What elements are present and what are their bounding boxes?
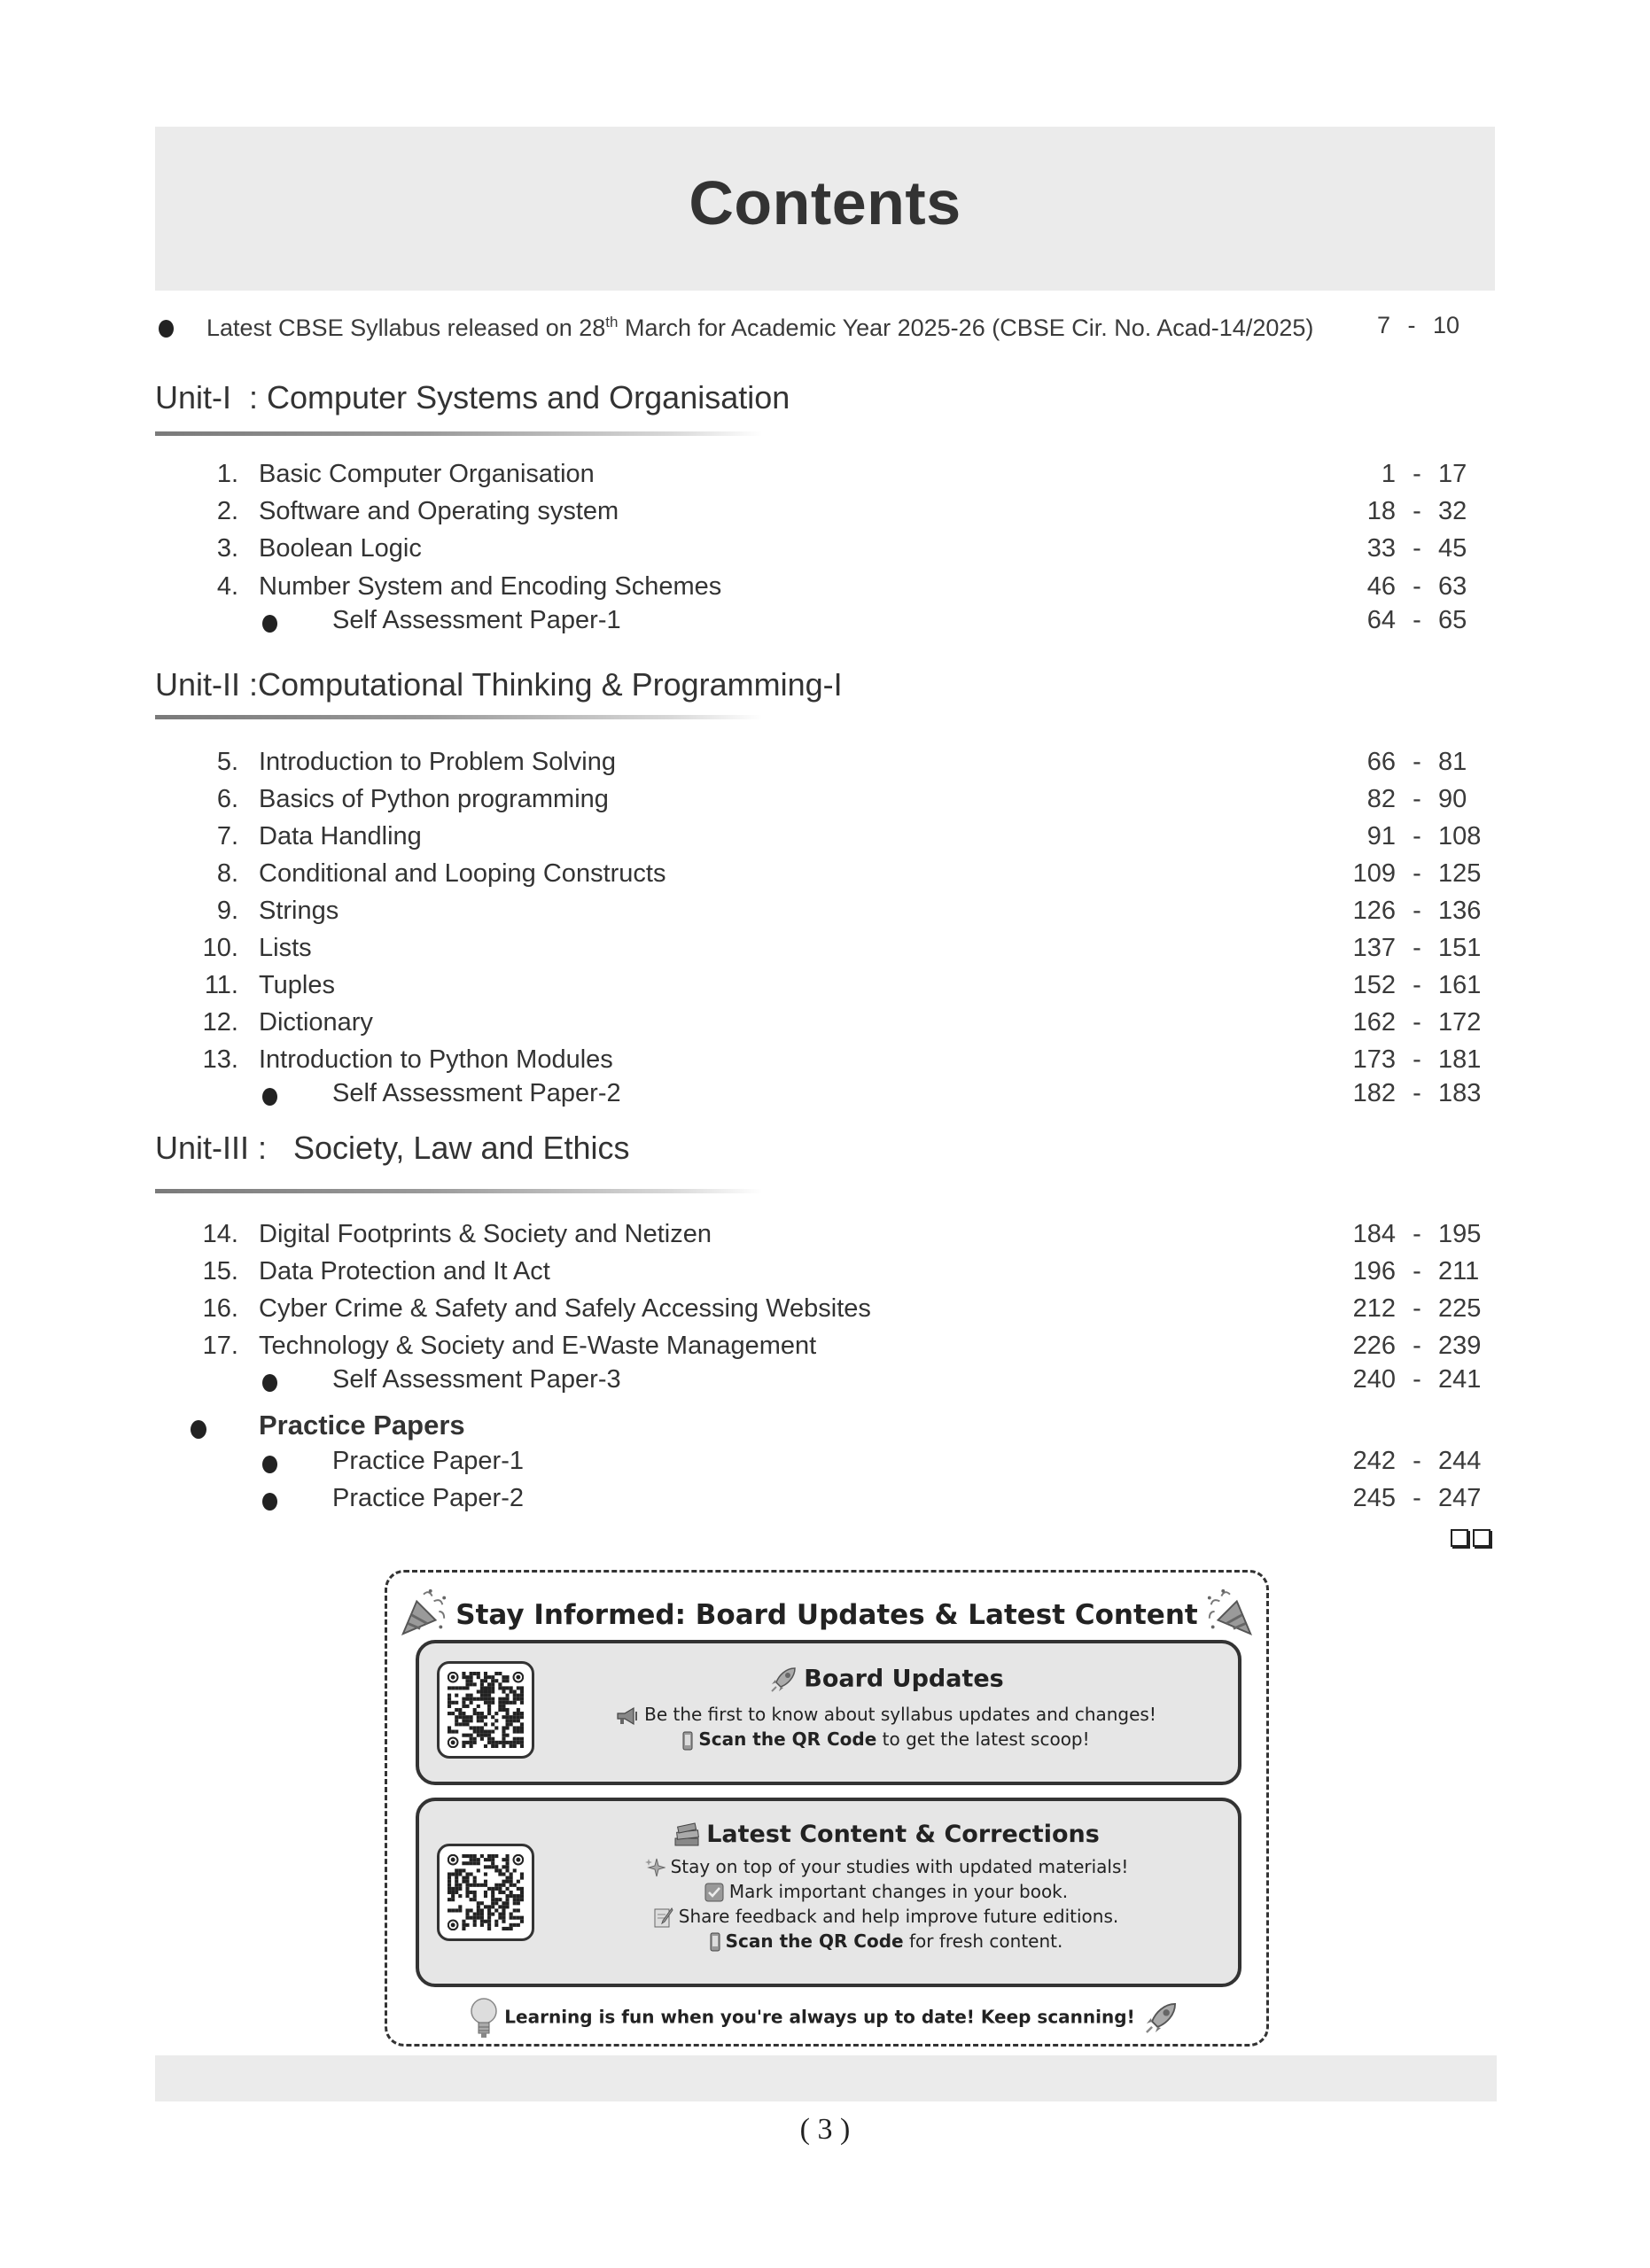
page-range: 91 - 108 xyxy=(1366,822,1482,850)
chapter-row[interactable] xyxy=(155,822,1495,858)
unit-heading[interactable]: Unit-I : Computer Systems and Organisation xyxy=(155,379,790,416)
chapter-number: 2. xyxy=(216,497,238,525)
chapter-number: 14. xyxy=(202,1220,238,1248)
qr-code-board-updates[interactable] xyxy=(437,1661,534,1759)
bullet-icon xyxy=(262,1456,277,1473)
page-range: 212 - 225 xyxy=(1352,1294,1482,1323)
chapter-title: Technology & Society and E-Waste Management xyxy=(259,1332,817,1360)
page-range: 64 - 65 xyxy=(1366,606,1467,634)
stay-informed-box xyxy=(385,1570,1269,2047)
chapter-row[interactable] xyxy=(155,534,1495,570)
chapter-row[interactable] xyxy=(155,1332,1495,1367)
chapter-number: 1. xyxy=(216,460,238,488)
assessment-title: Self Assessment Paper-1 xyxy=(332,606,621,634)
assessment-title: Self Assessment Paper-2 xyxy=(332,1079,621,1107)
chapter-row[interactable] xyxy=(155,971,1495,1006)
page-range: 137 - 151 xyxy=(1352,934,1482,962)
chapter-title: Introduction to Problem Solving xyxy=(259,748,616,776)
bullet-icon xyxy=(191,1420,206,1439)
chapter-row[interactable] xyxy=(155,859,1495,895)
latest-content-heading: Latest Content & Corrections xyxy=(552,1821,1220,1849)
party-popper-icon xyxy=(1204,1585,1256,1638)
bullet-icon xyxy=(262,1493,277,1511)
unit-divider xyxy=(155,715,762,719)
chapter-number: 4. xyxy=(216,572,238,601)
chapter-row[interactable] xyxy=(155,934,1495,969)
practice-paper-title: Practice Paper-2 xyxy=(332,1484,524,1512)
footer-band xyxy=(155,2055,1497,2101)
chapter-row[interactable] xyxy=(155,497,1495,532)
page-range: 173 - 181 xyxy=(1352,1045,1482,1074)
bullet-icon xyxy=(262,1374,277,1392)
practice-papers-heading: Practice Papers xyxy=(259,1410,465,1441)
chapter-title: Boolean Logic xyxy=(259,534,422,563)
contents-header xyxy=(155,127,1495,291)
chapter-title: Basic Computer Organisation xyxy=(259,460,595,488)
chapter-row[interactable] xyxy=(155,897,1495,932)
page-range: 184 - 195 xyxy=(1352,1220,1482,1248)
self-assessment-row[interactable] xyxy=(155,1365,1495,1401)
board-updates-line-1: Be the first to know about syllabus updates and changes! xyxy=(552,1702,1220,1727)
unit-divider xyxy=(155,1189,762,1193)
page-range: 240 - 241 xyxy=(1352,1365,1482,1394)
page-title: Contents xyxy=(689,168,961,237)
latest-content-line-4: Scan the QR Code for fresh content. xyxy=(552,1929,1220,1953)
chapter-title: Dictionary xyxy=(259,1008,373,1037)
page-range: 196 - 211 xyxy=(1352,1257,1480,1285)
latest-content-line-3: Share feedback and help improve future editions. xyxy=(552,1904,1220,1929)
chapter-number: 8. xyxy=(216,859,238,888)
unit-divider xyxy=(155,431,762,436)
self-assessment-row[interactable] xyxy=(155,606,1495,641)
page-range: 126 - 136 xyxy=(1352,897,1482,925)
page-range: 18 - 32 xyxy=(1366,497,1467,525)
chapter-title: Strings xyxy=(259,897,339,925)
chapter-number: 15. xyxy=(202,1257,238,1285)
page-range: 46 - 63 xyxy=(1366,572,1467,601)
self-assessment-row[interactable] xyxy=(155,1079,1495,1115)
page-range: 245 - 247 xyxy=(1352,1484,1482,1512)
syllabus-title: Latest CBSE Syllabus released on 28th March for Academic Year 2025-26 (CBSE Cir. No. Acad-14/2025) xyxy=(206,314,1314,341)
page-range: 182 - 183 xyxy=(1352,1079,1482,1107)
bullet-icon xyxy=(262,1088,277,1106)
syllabus-entry[interactable] xyxy=(155,310,1484,346)
chapter-title: Basics of Python programming xyxy=(259,785,609,813)
page-range: 109 - 125 xyxy=(1352,859,1482,888)
chapter-title: Cyber Crime & Safety and Safely Accessing Websites xyxy=(259,1294,871,1323)
chapter-title: Conditional and Looping Constructs xyxy=(259,859,666,888)
qr-code-latest-content[interactable] xyxy=(437,1844,534,1941)
info-box-title: Stay Informed: Board Updates & Latest Content xyxy=(455,1599,1198,1631)
check-box-icon xyxy=(704,1883,724,1902)
chapter-number: 5. xyxy=(216,748,238,776)
chapter-title: Data Protection and It Act xyxy=(259,1257,550,1285)
page-range: 242 - 244 xyxy=(1352,1447,1482,1475)
board-updates-card xyxy=(416,1640,1241,1785)
light-bulb-icon xyxy=(469,1996,499,2040)
chapter-title: Digital Footprints & Society and Netizen xyxy=(259,1220,712,1248)
megaphone-icon xyxy=(616,1706,639,1726)
chapter-title: Tuples xyxy=(259,971,335,999)
page-range: 1 - 17 xyxy=(1381,460,1467,488)
chapter-title: Data Handling xyxy=(259,822,422,850)
mobile-phone-icon xyxy=(682,1731,693,1751)
chapter-title: Software and Operating system xyxy=(259,497,619,525)
bullet-icon xyxy=(262,615,277,633)
chapter-row[interactable] xyxy=(155,572,1495,608)
chapter-row[interactable] xyxy=(155,1294,1495,1330)
chapter-number: 10. xyxy=(202,934,238,962)
chapter-number: 9. xyxy=(216,897,238,925)
chapter-number: 11. xyxy=(204,971,238,999)
board-updates-line-2: Scan the QR Code to get the latest scoop! xyxy=(552,1727,1220,1751)
chapter-number: 6. xyxy=(216,785,238,813)
mobile-phone-icon xyxy=(710,1932,720,1952)
rocket-icon xyxy=(768,1665,798,1695)
chapter-number: 7. xyxy=(216,822,238,850)
info-box-footer: Learning is fun when you're always up to date! Keep scanning! xyxy=(387,1996,1266,2040)
practice-paper-row[interactable] xyxy=(155,1447,1495,1482)
chapter-row[interactable] xyxy=(155,1008,1495,1044)
unit-heading[interactable]: Unit-III : Society, Law and Ethics xyxy=(155,1130,630,1166)
books-icon xyxy=(673,1822,701,1849)
page-range: 152 - 161 xyxy=(1352,971,1482,999)
chapter-row[interactable] xyxy=(155,785,1495,820)
unit-heading[interactable]: Unit-II :Computational Thinking & Programming-I xyxy=(155,666,843,703)
memo-icon xyxy=(654,1907,673,1928)
practice-paper-row[interactable] xyxy=(155,1484,1495,1519)
practice-paper-title: Practice Paper-1 xyxy=(332,1447,524,1475)
rocket-icon xyxy=(1142,1998,1179,2039)
chapter-number: 12. xyxy=(202,1008,238,1037)
chapter-number: 17. xyxy=(202,1332,238,1360)
chapter-row[interactable] xyxy=(155,1045,1495,1081)
page-range: 66 - 81 xyxy=(1366,748,1467,776)
page-range: 7 - 10 xyxy=(1376,312,1460,338)
assessment-title: Self Assessment Paper-3 xyxy=(332,1365,621,1394)
latest-content-line-2: Mark important changes in your book. xyxy=(552,1879,1220,1904)
chapter-number: 3. xyxy=(216,534,238,563)
chapter-title: Lists xyxy=(259,934,312,962)
page-range: 226 - 239 xyxy=(1352,1332,1482,1360)
page-range: 82 - 90 xyxy=(1366,785,1467,813)
latest-content-line-1: Stay on top of your studies with updated materials! xyxy=(552,1854,1220,1879)
chapter-row[interactable] xyxy=(155,1257,1495,1293)
page-range: 162 - 172 xyxy=(1352,1008,1482,1037)
board-updates-heading: Board Updates xyxy=(552,1665,1220,1695)
chapter-row[interactable] xyxy=(155,1220,1495,1255)
latest-content-card xyxy=(416,1798,1241,1987)
chapter-title: Introduction to Python Modules xyxy=(259,1045,613,1074)
page-number: ( 3 ) xyxy=(799,2113,851,2146)
chapter-row[interactable] xyxy=(155,748,1495,783)
chapter-row[interactable] xyxy=(155,460,1495,495)
page-range: 33 - 45 xyxy=(1366,534,1467,563)
end-mark-icon xyxy=(1451,1528,1495,1553)
chapter-number: 16. xyxy=(202,1294,238,1323)
chapter-number: 13. xyxy=(202,1045,238,1074)
practice-papers-heading-row[interactable] xyxy=(155,1410,1495,1445)
chapter-title: Number System and Encoding Schemes xyxy=(259,572,722,601)
sparkles-icon xyxy=(644,1857,665,1878)
bullet-icon xyxy=(159,320,174,338)
